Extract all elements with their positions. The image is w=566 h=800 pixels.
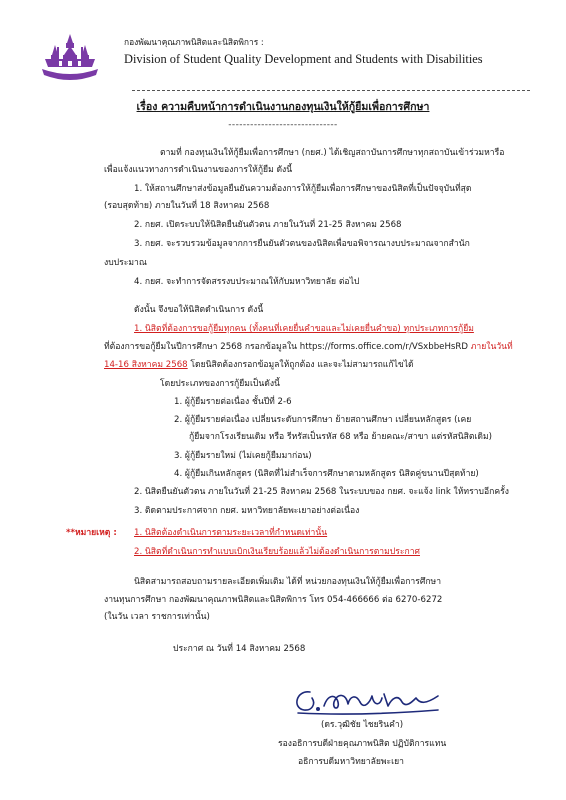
item-1-line-2: (รอบสุดท้าย) ภายในวันที่ 18 สิงหาคม 2568 [104,201,270,211]
header-divider [132,90,530,91]
item-3-line-2: งบประมาณ [104,258,147,268]
loan-types-lead: โดยประเภทของการกู้ยืมเป็นดังนี้ [160,379,280,389]
action-lead: ดังนั้น จึงขอให้นิสิตดำเนินการ ดังนี้ [134,305,264,315]
title-divider: ------------------------------ [228,120,338,130]
signature-image [288,682,448,716]
signer-position-line-2: อธิการบดีมหาวิทยาลัยพะเยา [298,757,404,767]
form-link[interactable]: https://forms.office.com/r/VSxbbeHsRD [299,342,468,352]
contact-line-3: (ในวัน เวลา ราชการเท่านั้น) [104,612,210,622]
action-1-line-3-text: โดยนิสิตต้องกรอกข้อมูลให้ถูกต้อง และจะไม่สามารถแก้ไขได้ [187,360,414,370]
loan-type-2-line-2: กู้ยืมจากโรงเรียนเดิม หรือ รีหรัสเป็นรหัส 68 หรือ ย้ายคณะ/สาขา แต่รหัสนิสิตเดิม) [189,432,492,442]
signer-position-line-1: รองอธิการบดีฝ่ายคุณภาพนิสิต ปฏิบัติการแทน [278,739,447,749]
loan-type-4: 4. ผู้กู้ยืมเกินหลักสูตร (นิสิตที่ไม่สำเร็จการศึกษาตามหลักสูตร นิสิตคู่ขนานปีสุดท้าย) [174,469,479,479]
note-label: **หมายเหตุ : [66,528,117,538]
loan-type-1: 1. ผู้กู้ยืมรายต่อเนื่อง ชั้นปีที่ 2-6 [174,397,292,407]
loan-type-2-line-1: 2. ผู้กู้ยืมรายต่อเนื่อง เปลี่ยนระดับการศึกษา ย้ายสถานศึกษา เปลี่ยนหลักสูตร (เคย [174,415,472,425]
department-name-thai: กองพัฒนาคุณภาพนิสิตและนิสิตพิการ : [124,37,264,47]
document-title: เรื่อง ความคืบหน้าการดำเนินงานกองทุนเงินให้กู้ยืมเพื่อการศึกษา [136,101,430,113]
loan-type-3: 3. ผู้กู้ยืมรายใหม่ (ไม่เคยกู้ยืมมาก่อน) [174,451,312,461]
note-2: 2. นิสิตที่ดำเนินการทำแบบเบิกเงินเรียบร้อยแล้วไม่ต้องดำเนินการตามประกาศ [134,547,420,557]
action-1-line-3 [104,359,414,371]
intro-line-1: ตามที่ กองทุนเงินให้กู้ยืมเพื่อการศึกษา (กยศ.) ได้เชิญสถาบันการศึกษาทุกสถาบันเข้าร่วมหารือ [160,148,505,158]
intro-line-2: เพื่อแจ้งแนวทางการดำเนินงานของการให้กู้ยืม ดังนี้ [104,165,293,175]
announcement-date: ประกาศ ณ วันที่ 14 สิงหาคม 2568 [173,644,306,654]
deadline-dates: 14-16 สิงหาคม 2568 [104,360,188,370]
item-1-line-1: 1. ให้สถานศึกษาส่งข้อมูลยืนยันความต้องการให้กู้ยืมเพื่อการศึกษาของนิสิตที่เป็นปัจจุบันที่สุด [134,184,472,194]
action-1-line-1: 1. นิสิตที่ต้องการขอกู้ยืมทุกคน (ทั้งคนที่เคยยื่นคำขอและไม่เคยยื่นคำขอ) ทุกประเภทการกู้ยืม [134,324,474,334]
action-2: 2. นิสิตยืนยันตัวตน ภายในวันที่ 21-25 สิงหาคม 2568 ในระบบของ กยศ. จะแจ้ง link ให้ทราบอีกครั้ง [134,487,509,497]
department-name-english: Division of Student Quality Development and Students with Disabilities [124,52,483,66]
action-1-line-2-text: ที่ต้องการขอกู้ยืมในปีการศึกษา 2568 กรอกข้อมูลใน [104,342,300,352]
item-4: 4. กยศ. จะทำการจัดสรรงบประมาณให้กับมหาวิทยาลัย ต่อไป [134,277,360,287]
signer-name: (ดร.วุฒิชัย ไชยรินคำ) [321,720,404,730]
action-3: 3. ติดตามประกาศจาก กยศ. มหาวิทยาลัยพะเยาอย่างต่อเนื่อง [134,506,360,516]
item-2: 2. กยศ. เปิดระบบให้นิสิตยืนยันตัวตน ภายในวันที่ 21-25 สิงหาคม 2568 [134,220,402,230]
contact-line-2: งานทุนการศึกษา กองพัฒนาคุณภาพนิสิตและนิสิตพิการ โทร 054-466666 ต่อ 6270-6272 [104,595,443,605]
item-3-line-1: 3. กยศ. จะรวบรวมข้อมูลจากการยืนยันตัวตนของนิสิตเพื่อขอพิจารณางบประมาณจากสำนัก [134,239,470,249]
action-1-line-2 [104,341,513,353]
contact-line-1: นิสิตสามารถสอบถามรายละเอียดเพิ่มเติม ได้ที่ หน่วยกองทุนเงินให้กู้ยืมเพื่อการศึกษา [134,577,442,587]
deadline-label: ภายในวันที่ [467,342,513,352]
university-logo [39,33,101,85]
note-1: 1. นิสิตต้องดำเนินการตามระยะเวลาที่กำหนดเท่านั้น [134,528,328,538]
